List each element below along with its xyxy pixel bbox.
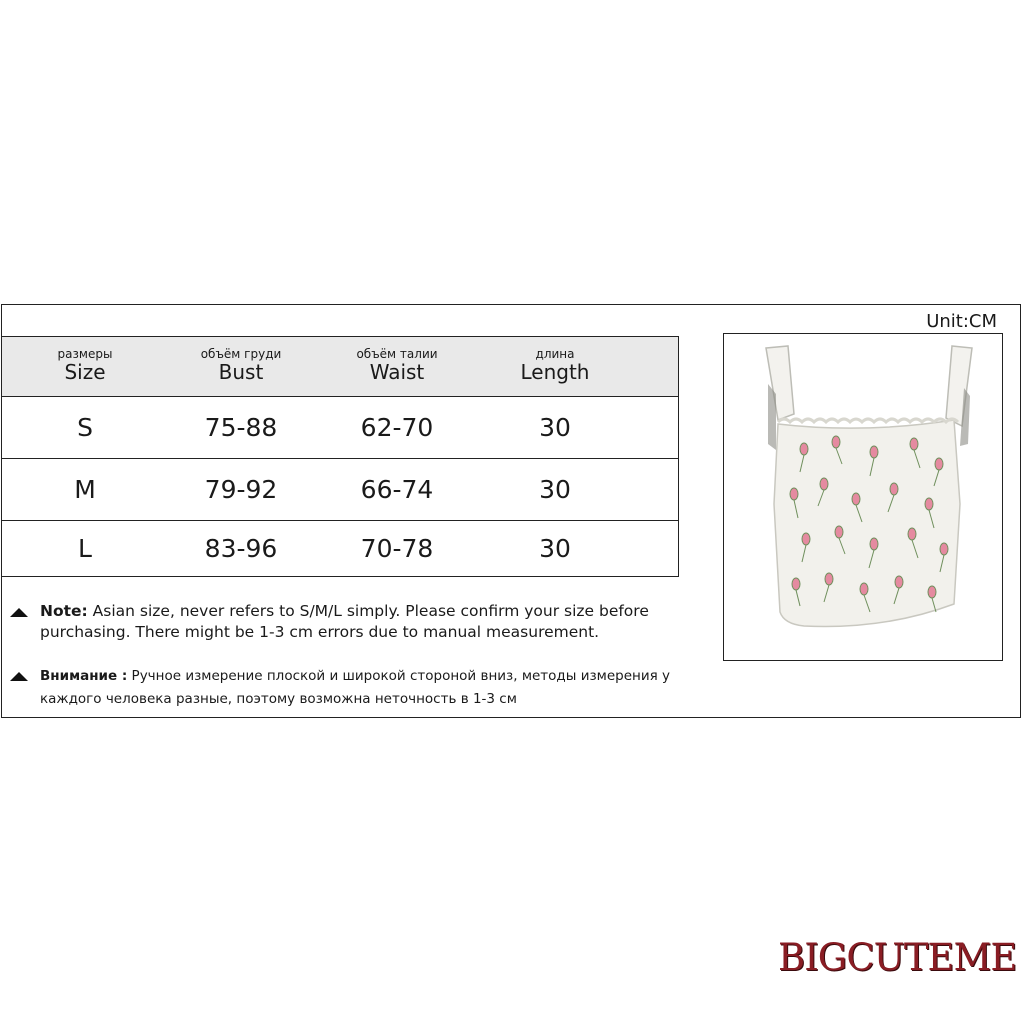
note-russian (10, 665, 710, 711)
product-photo (723, 333, 1003, 661)
header-waist-en: Waist (369, 360, 425, 384)
header-length (505, 337, 605, 396)
cell-length: 30 (539, 412, 571, 442)
header-size-ru: размеры (57, 347, 113, 361)
table-row (2, 458, 678, 521)
cell-bust: 83-96 (204, 533, 278, 563)
cell-size: L (78, 533, 92, 563)
size-chart-panel (1, 304, 1021, 718)
cell-length: 30 (539, 533, 571, 563)
cell-waist: 62-70 (360, 412, 434, 442)
note-text: Ручное измерение плоской и широкой стороной вниз, методы измерения у каждого человека разные, поэтому возможна неточность в 1-3 см (40, 668, 671, 707)
header-size (35, 337, 135, 396)
cell-bust: 75-88 (204, 412, 278, 442)
note-label: Внимание : (40, 668, 128, 684)
note-text: Asian size, never refers to S/M/L simply. Please confirm your size before purchasing. There might be 1-3 cm errors due to manual measurement. (40, 602, 649, 641)
cell-waist: 66-74 (360, 474, 434, 504)
header-bust-en: Bust (218, 360, 264, 384)
cell-bust: 79-92 (204, 474, 278, 504)
header-length-ru: длина (535, 347, 575, 361)
cell-size: M (74, 474, 96, 504)
warning-triangle-icon (10, 608, 28, 617)
note-label: Note: (40, 602, 88, 620)
size-table (2, 336, 679, 577)
header-waist (347, 337, 447, 396)
header-size-en: Size (64, 360, 106, 384)
warning-triangle-icon (10, 672, 28, 681)
camisole-top-image (724, 334, 1001, 659)
table-row (2, 520, 678, 576)
header-bust-ru: объём груди (200, 347, 282, 361)
header-bust (191, 337, 291, 396)
size-table-header (2, 337, 678, 397)
cell-size: S (77, 412, 93, 442)
note-english (10, 601, 710, 643)
unit-label: Unit:CM (926, 311, 997, 332)
cell-length: 30 (539, 474, 571, 504)
table-row (2, 396, 678, 459)
brand-logo: BIGCUTEME (778, 936, 1017, 979)
cell-waist: 70-78 (360, 533, 434, 563)
header-length-en: Length (520, 360, 590, 384)
header-waist-ru: объём талии (356, 347, 438, 361)
